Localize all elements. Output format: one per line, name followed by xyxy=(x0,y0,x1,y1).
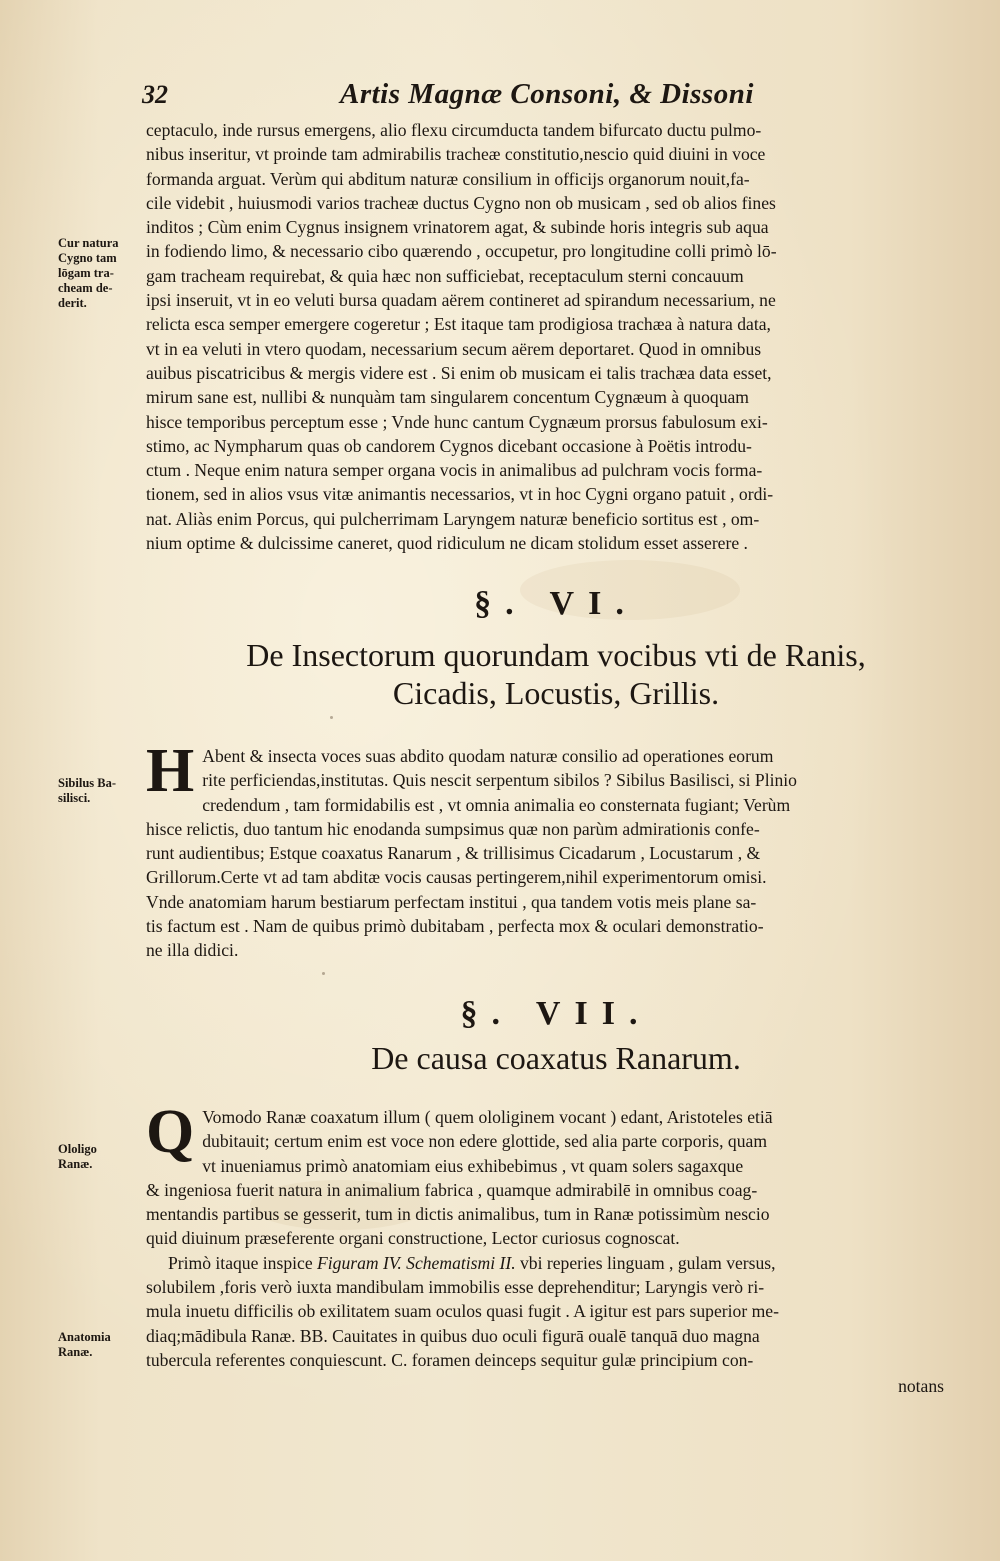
text-line: rite perficiendas,institutas. Quis nescit serpentum sibilos ? Sibilus Basilisci, si Plinio xyxy=(202,770,797,791)
paragraph-frog-croaking xyxy=(146,1098,966,1372)
margin-note-line: Ololigo xyxy=(58,1142,97,1156)
text-line: Vnde anatomiam harum bestiarum perfectam institui , qua tandem votis meis plane sa- xyxy=(146,891,757,912)
text-line: runt audientibus; Estque coaxatus Ranarum , & trillisimus Cicadarum , Locustarum , & xyxy=(146,843,761,864)
drop-cap: H xyxy=(146,737,195,805)
text-line: in fodiendo limo, & necessario cibo quærendo , occupetur, pro longitudine colli primò lō- xyxy=(146,241,777,262)
text-line: mula inuetu difficilis ob exilitatem suam oculos quasi fugit . A igitur est pars superior me- xyxy=(146,1301,779,1322)
margin-note-basiliscus xyxy=(58,776,138,806)
text-line: ipsi inseruit, vt in eo veluti bursa quadam aërem contineret ad spirandum necessarium, ne xyxy=(146,290,776,311)
text-line: inditos ; Cùm enim Cygnus insignem vrinatorem agat, & subinde horis integris sub aqua xyxy=(146,217,769,238)
text-line: ne illa didici. xyxy=(146,940,239,961)
margin-note-line: derit. xyxy=(58,296,87,310)
text-line: dubitauit; certum enim est voce non edere glottide, sed alia parte corporis, quam xyxy=(202,1131,768,1152)
margin-note-line: Cygno tam xyxy=(58,251,117,265)
ink-speck xyxy=(330,716,333,719)
text-line: Grillorum.Certe vt ad tam abditæ vocis causas pertingerem,nihil experimentorum omisi. xyxy=(146,867,767,888)
text-line: auibus piscatricibus & mergis videre est . Si enim ob musicam ei talis trachæa data esset, xyxy=(146,362,772,383)
section-mark-vi: §. VI. xyxy=(474,585,638,622)
section-title-vi xyxy=(146,636,966,712)
text-line: nium optime & dulcissime caneret, quod ridiculum ne dicam stolidum esset asserere . xyxy=(146,533,748,554)
text-line: tubercula referentes conquiescunt. C. foramen deinceps sequitur gulæ principium con- xyxy=(146,1349,754,1370)
margin-note-line: cheam de- xyxy=(58,281,113,295)
section-title-line: De Insectorum quorundam vocibus vti de Ranis, xyxy=(246,637,866,673)
margin-note-line: Ranæ. xyxy=(58,1157,93,1171)
text-line: tis factum est . Nam de quibus primò dubitabam , perfecta mox & oculari demonstratio- xyxy=(146,916,764,937)
text-line: quid diuinum præseferente organi constructione, Lector curiosus cognoscat. xyxy=(146,1228,680,1249)
text-line: Vomodo Ranæ coaxatum illum ( quem ololiginem vocant ) edant, Aristoteles etiā xyxy=(202,1107,773,1127)
paragraph-cygnus-trachea xyxy=(146,118,966,555)
margin-note-line: Anatomia xyxy=(58,1330,111,1344)
running-title: Artis Magnæ Consoni, & Dissoni xyxy=(340,78,754,110)
text-line: formanda arguat. Verùm qui abditum naturæ consilium in officijs organorum nouit,fa- xyxy=(146,168,750,189)
text-line: & ingeniosa fuerit natura in animalium fabrica , quamque admirabilē in omnibus coag- xyxy=(146,1179,758,1200)
catchword: notans xyxy=(898,1376,944,1396)
margin-note-line: Sibilus Ba- xyxy=(58,776,117,790)
text-line: Abent & insecta voces suas abdito quodam naturæ consilio ad operationes eorum xyxy=(202,746,774,766)
text-line: nibus inseritur, vt proinde tam admirabilis tracheæ constitutio,nescio quid diuini in voce xyxy=(146,144,766,165)
text-line: vt in ea veluti in vtero quodam, necessarium secum aërem deportaret. Quod in omnibus xyxy=(146,338,762,359)
text-run: Primò itaque inspice xyxy=(168,1252,318,1273)
text-line: solubilem ,foris verò iuxta mandibulam immobilis esse deprehenditur; Laryngis verò ri- xyxy=(146,1277,765,1298)
text-line: cile videbit , huiusmodi varios tracheæ ductus Cygno non ob musicam , sed ob alios fines xyxy=(146,192,776,213)
text-line: hisce temporibus perceptum esse ; Vnde hunc cantum Cygnæum prorsus fabulosum exi- xyxy=(146,411,768,432)
text-line: ceptaculo, inde rursus emergens, alio flexu circumducta tandem bifurcato ductu pulmo- xyxy=(146,120,762,140)
drop-cap: Q xyxy=(146,1098,195,1166)
text-line: relicta esca semper emergere cogeretur ; Est itaque tam prodigiosa trachæa à natura data, xyxy=(146,314,771,335)
text-line: tionem, sed in alios vsus vitæ animantis necessarios, vt in hoc Cygni organo patuit , ordi- xyxy=(146,484,774,505)
section-title-line: Cicadis, Locustis, Grillis. xyxy=(392,675,720,711)
section-title-vii: De causa coaxatus Ranarum. xyxy=(371,1040,741,1076)
margin-note-anatomia xyxy=(58,1330,138,1360)
running-head xyxy=(142,78,962,118)
text-line xyxy=(146,1251,966,1275)
text-line: hisce relictis, duo tantum hic enodanda sumpsimus quæ non parùm admirationis confe- xyxy=(146,818,760,839)
margin-note-line: Cur natura xyxy=(58,236,119,250)
margin-note-ololigo xyxy=(58,1142,138,1172)
margin-note-line: Ranæ. xyxy=(58,1345,93,1359)
text-line: stimo, ac Nympharum quas ob candorem Cygnos dicebant occasione à Poëtis introdu- xyxy=(146,435,752,456)
figure-reference: Figuram IV. Schematismi II. xyxy=(317,1252,516,1273)
ink-speck xyxy=(322,972,325,975)
margin-note-cygnus xyxy=(58,236,138,311)
text-line: mentandis partibus se gesserit, tum in dictis animalibus, tum in Ranæ potissimùm nescio xyxy=(146,1204,770,1225)
text-run: vbi reperies linguam , gulam versus, xyxy=(515,1252,776,1273)
text-line: credendum , tam formidabilis est , vt omnia animalia eo consternata fugiant; Verùm xyxy=(202,794,791,815)
section-mark-vii: §. VII. xyxy=(460,995,652,1032)
text-line: ctum . Neque enim natura semper organa vocis in animalibus ad pulchram vocis forma- xyxy=(146,460,763,481)
text-line: gam tracheam requirebat, & quia hæc non sufficiebat, receptaculum sterni concauum xyxy=(146,265,744,286)
text-line: nat. Aliàs enim Porcus, qui pulcherrimam Laryngem naturæ beneficio sortitus est , om- xyxy=(146,508,760,529)
page-number: 32 xyxy=(142,80,168,109)
margin-note-line: lōgam tra- xyxy=(58,266,114,280)
paragraph-insect-voices xyxy=(146,737,966,963)
text-line: vt inueniamus primò anatomiam eius exhibebimus , vt quam solers sagaxque xyxy=(202,1155,744,1176)
margin-note-line: silisci. xyxy=(58,791,91,805)
text-line: diaq;mādibula Ranæ. BB. Cauitates in quibus duo oculi figurā oualē tanquā duo magna xyxy=(146,1325,760,1346)
text-line: mirum sane est, nullibi & nunquàm tam singularem concentum Cygnæum à quoquam xyxy=(146,387,749,408)
